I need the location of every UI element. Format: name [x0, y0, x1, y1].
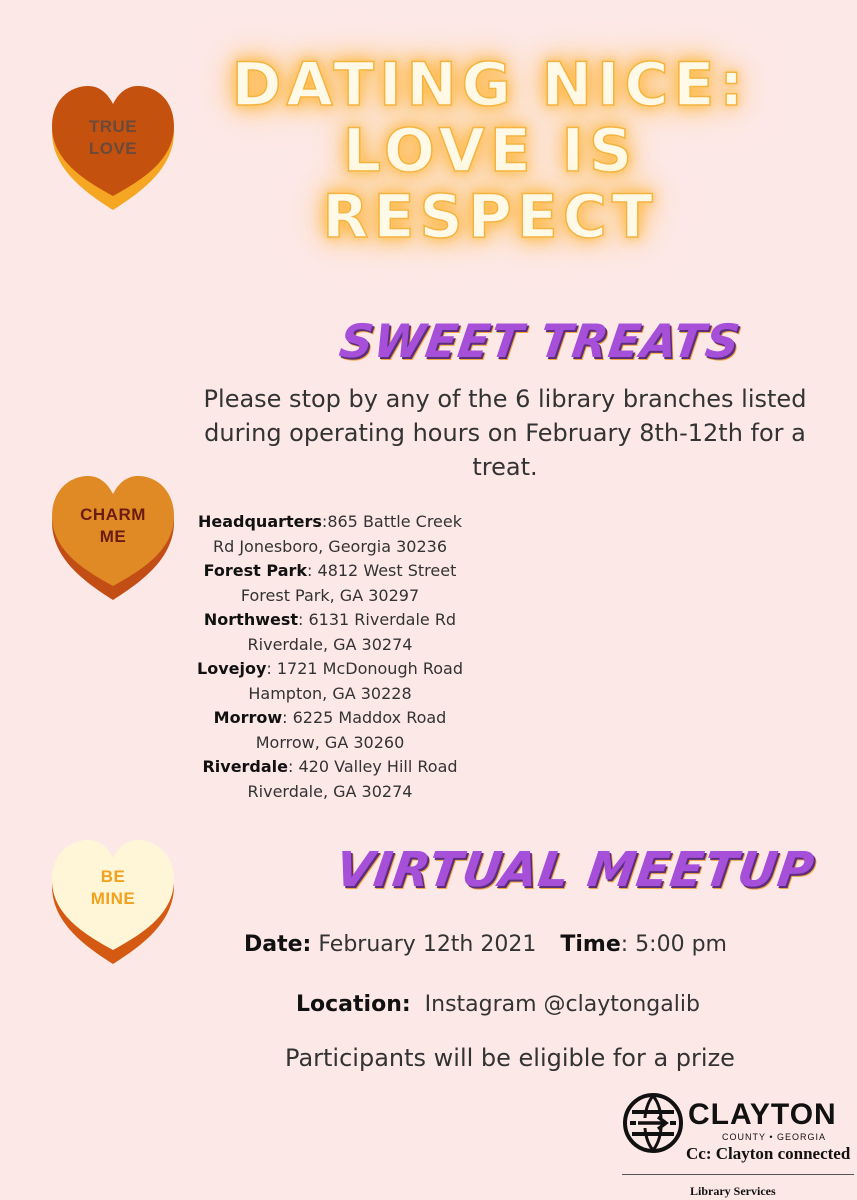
logo-name: CLAYTON	[688, 1098, 837, 1131]
branch-name: Headquarters	[197, 512, 322, 531]
branch-address-line-2: Rd Jonesboro, Georgia 30236	[212, 536, 448, 556]
location-label: Location:	[296, 992, 411, 1017]
branch-name: Riverdale	[202, 757, 289, 776]
logo-department: Library Services	[690, 1184, 776, 1198]
branch-item: Morrow: 6225 Maddox Road Morrow, GA 30260	[180, 706, 480, 755]
virtual-meetup-heading: VIRTUAL MEETUP	[332, 842, 818, 898]
heart-text-line-2: MINE	[90, 889, 136, 908]
location-value: Instagram @claytongalib	[410, 992, 700, 1017]
title-line-3: RESPECT	[322, 182, 658, 252]
clayton-logo	[622, 1092, 854, 1196]
candy-heart-charm-me	[48, 472, 178, 602]
prize-note: Participants will be eligible for a prize	[285, 1044, 735, 1072]
branch-address-line-1: 420 Valley Hill Road	[298, 757, 458, 776]
candy-heart-be-mine	[48, 836, 178, 966]
sweet-treats-heading: SWEET TREATS	[336, 314, 744, 368]
branch-item: Forest Park: 4812 West Street Forest Park, GA 30297	[180, 559, 480, 608]
branch-address-line-2: Morrow, GA 30260	[255, 732, 405, 752]
branch-name: Forest Park	[203, 561, 308, 580]
branch-item: Riverdale: 420 Valley Hill Road Riverdale, GA 30274	[180, 755, 480, 804]
branch-name: Morrow	[213, 708, 283, 727]
heart-text-line-2: LOVE	[88, 139, 138, 158]
heart-text-line-2: ME	[99, 527, 127, 546]
page-title	[150, 52, 830, 250]
title-line-2: LOVE IS	[342, 116, 638, 186]
branch-address-line-2: Forest Park, GA 30297	[240, 585, 420, 605]
candy-heart-true-love	[48, 82, 178, 212]
branch-list	[180, 510, 480, 804]
branch-name: Northwest	[203, 610, 299, 629]
heart-text-line-1: TRUE	[88, 117, 138, 136]
branch-address-line-1: 6225 Maddox Road	[292, 708, 447, 727]
sweet-treats-intro: Please stop by any of the 6 library branches listed during operating hours on February 8th-12th for a treat.	[203, 385, 807, 481]
branch-address-line-2: Hampton, GA 30228	[248, 683, 412, 703]
branch-address-line-2: Riverdale, GA 30274	[247, 781, 413, 801]
heart-text-line-1: BE	[100, 867, 126, 886]
logo-divider	[622, 1174, 854, 1175]
time-label: Time	[560, 932, 621, 957]
branch-address-line-1: 4812 West Street	[317, 561, 457, 580]
globe-arrow-icon	[622, 1092, 684, 1154]
meetup-location	[296, 992, 700, 1017]
date-value: February 12th 2021	[311, 932, 537, 957]
meetup-date-time	[244, 932, 727, 957]
date-label: Date:	[244, 932, 312, 957]
branch-address-line-1: 1721 McDonough Road	[276, 659, 463, 678]
logo-subtitle: COUNTY • GEORGIA	[722, 1132, 826, 1142]
branch-item: Northwest: 6131 Riverdale Rd Riverdale, GA 30274	[180, 608, 480, 657]
branch-item: Headquarters:865 Battle Creek Rd Jonesboro, Georgia 30236	[180, 510, 480, 559]
heart-text-line-1: CHARM	[80, 505, 146, 524]
logo-tagline: Cc: Clayton connected	[686, 1144, 851, 1163]
branch-address-line-1: 865 Battle Creek	[327, 512, 462, 531]
title-line-1: DATING NICE:	[231, 50, 749, 120]
branch-address-line-2: Riverdale, GA 30274	[247, 634, 413, 654]
time-value: : 5:00 pm	[620, 932, 727, 957]
branch-name: Lovejoy	[197, 659, 267, 678]
branch-item: Lovejoy: 1721 McDonough Road Hampton, GA 30228	[180, 657, 480, 706]
branch-address-line-1: 6131 Riverdale Rd	[308, 610, 457, 629]
